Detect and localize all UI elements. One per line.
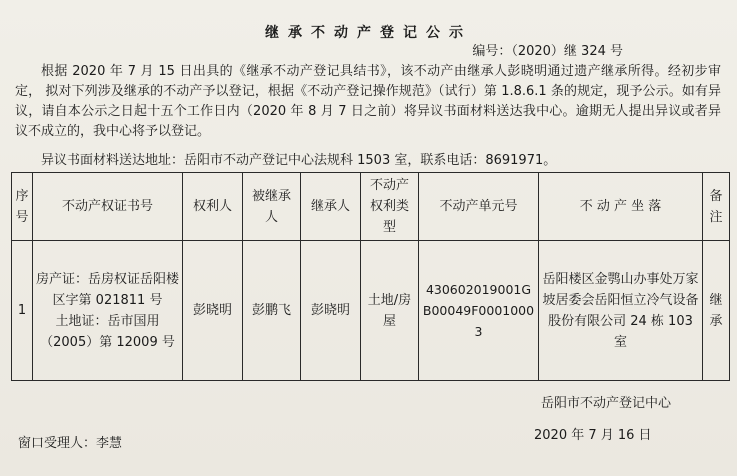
document-number: 编号：（2020）继 324 号 xyxy=(472,44,623,59)
cell-no: 1 xyxy=(12,241,33,381)
header-unit-no: 不动产单元号 xyxy=(419,173,539,241)
header-location: 不 动 产 坐 落 xyxy=(539,173,703,241)
header-no: 序号 xyxy=(12,173,33,241)
document-title: 继承不动产登记公示 xyxy=(265,25,472,41)
header-right-type: 不动产权利类型 xyxy=(361,173,419,241)
cell-right-holder: 彭晓明 xyxy=(183,241,243,381)
cert-land: 土地证：岳市国用（2005）第 12009 号 xyxy=(40,313,175,350)
cell-right-type: 土地/房屋 xyxy=(361,241,419,381)
cell-heir: 彭晓明 xyxy=(301,241,361,381)
property-table xyxy=(11,172,730,381)
issue-date: 2020 年 7 月 16 日 xyxy=(534,428,652,443)
cell-note: 继承 xyxy=(703,241,730,381)
header-heir: 继承人 xyxy=(301,173,361,241)
cell-cert-no xyxy=(33,241,183,381)
cell-location: 岳阳楼区金鹗山办事处万家坡居委会岳阳恒立冷气设备股份有限公司 24 栋 103 室 xyxy=(539,241,703,381)
table-header-row xyxy=(12,173,730,241)
header-deceased: 被继承人 xyxy=(243,173,301,241)
header-right-holder: 权利人 xyxy=(183,173,243,241)
objection-address: 异议书面材料送达地址：岳阳市不动产登记中心法规科 1503 室，联系电话：8691971。 xyxy=(41,153,557,168)
notice-paragraph: 根据 2020 年 7 月 15 日出具的《继承不动产登记具结书》，该不动产由继承人彭晓明通过遗产继承所得。经初步审定， 拟对下列涉及继承的不动产予以登记，根据《不动产登记操作规范》（试行）第 1.8.6.1 条的规定，现予公示。如有异议，请自本公示之日起十五个工作日内（2020 年 8 月 7 日之前）将异议书面材料送达我中心。逾期无人提出异议或者异议不成立的，我中心将予以登记。 xyxy=(15,64,721,139)
cert-property: 房产证：岳房权证岳阳楼区字第 021811 号 xyxy=(36,271,180,308)
cell-unit-no: 430602019001GB00049F00010003 xyxy=(419,241,539,381)
table-row xyxy=(12,241,730,381)
header-cert-no: 不动产权证书号 xyxy=(33,173,183,241)
header-note: 备注 xyxy=(703,173,730,241)
cell-deceased: 彭鹏飞 xyxy=(243,241,301,381)
window-clerk: 窗口受理人：李慧 xyxy=(18,436,123,451)
issuer-signature: 岳阳市不动产登记中心 xyxy=(541,396,672,411)
